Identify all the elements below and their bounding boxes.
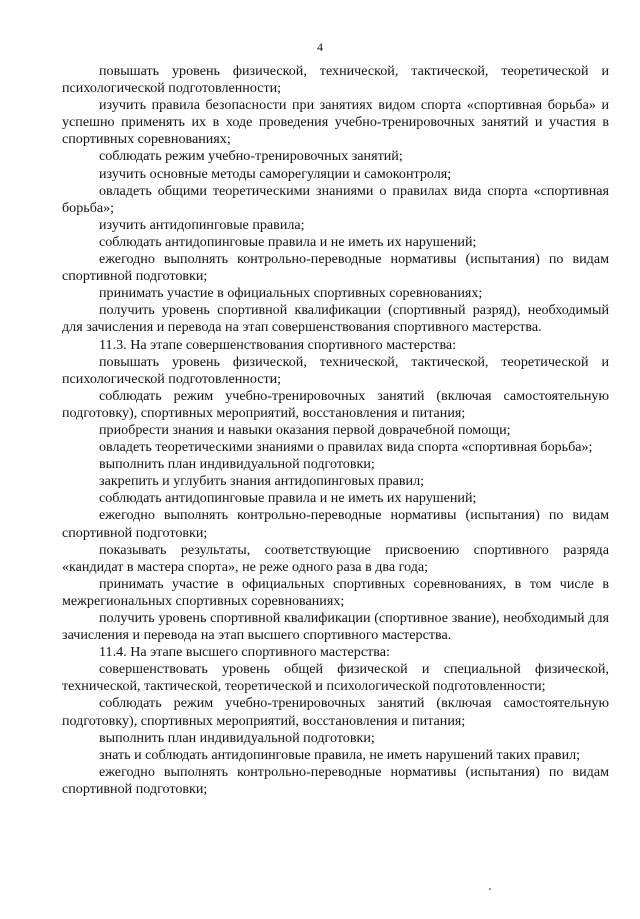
document-paragraph: изучить правила безопасности при занятиях видом спорта «спортивная борьба» и успешно применять их в ходе проведения учебно-тренировочных занятий и участия в спортивных соревнованиях; — [62, 97, 609, 148]
document-paragraph: соблюдать режим учебно-тренировочных занятий (включая самостоятельную подготовку), спортивных мероприятий, восстановления и питания; — [62, 695, 609, 729]
document-paragraph: овладеть общими теоретическими знаниями о правилах вида спорта «спортивная борьба»; — [62, 182, 609, 216]
page-number: 4 — [317, 40, 323, 54]
document-paragraph: ежегодно выполнять контрольно-переводные нормативы (испытания) по видам спортивной подготовки; — [62, 763, 609, 797]
document-paragraph: овладеть теоретическими знаниями о правилах вида спорта «спортивная борьба»; — [99, 439, 593, 456]
document-paragraph: получить уровень спортивной квалификации (спортивное звание), необходимый для зачисления и перевода на этап высшего спортивного мастерства. — [62, 610, 609, 644]
document-paragraph: соблюдать режим учебно-тренировочных занятий; — [99, 148, 403, 165]
document-paragraph: приобрести знания и навыки оказания первой доврачебной помощи; — [99, 421, 511, 438]
document-paragraph: повышать уровень физической, технической, тактической, теоретической и психологической подготовленности; — [62, 353, 609, 387]
document-paragraph: знать и соблюдать антидопинговые правила, не иметь нарушений таких правил; — [99, 746, 581, 763]
document-paragraph: 11.4. На этапе высшего спортивного мастерства: — [99, 644, 390, 661]
document-paragraph: изучить антидопинговые правила; — [99, 216, 305, 233]
document-paragraph: ежегодно выполнять контрольно-переводные нормативы (испытания) по видам спортивной подготовки; — [62, 507, 609, 541]
document-paragraph: повышать уровень физической, технической, тактической, теоретической и психологической подготовленности; — [62, 63, 609, 97]
document-paragraph: соблюдать режим учебно-тренировочных занятий (включая самостоятельную подготовку), спортивных мероприятий, восстановления и питания; — [62, 387, 609, 421]
document-paragraph: выполнить план индивидуальной подготовки; — [99, 729, 375, 746]
document-paragraph: закрепить и углубить знания антидопинговых правил; — [99, 473, 425, 490]
document-paragraph: выполнить план индивидуальной подготовки; — [99, 456, 375, 473]
scan-artifact — [489, 888, 491, 890]
document-paragraph: совершенствовать уровень общей физической и специальной физической, технической, тактической, теоретической и психологической подготовленности; — [62, 661, 609, 695]
document-body — [62, 63, 609, 798]
document-paragraph: принимать участие в официальных спортивных соревнованиях, в том числе в межрегиональных спортивных соревнованиях; — [62, 575, 609, 609]
document-paragraph: соблюдать антидопинговые правила и не иметь их нарушений; — [99, 233, 477, 250]
document-paragraph: получить уровень спортивной квалификации (спортивный разряд), необходимый для зачисления и перевода на этап совершенствования спортивного мастерства. — [62, 302, 609, 336]
document-paragraph: соблюдать антидопинговые правила и не иметь их нарушений; — [99, 490, 477, 507]
document-paragraph: принимать участие в официальных спортивных соревнованиях; — [99, 285, 483, 302]
document-paragraph: ежегодно выполнять контрольно-переводные нормативы (испытания) по видам спортивной подготовки; — [62, 251, 609, 285]
document-paragraph: 11.3. На этапе совершенствования спортивного мастерства: — [99, 336, 457, 353]
document-paragraph: изучить основные методы саморегуляции и самоконтроля; — [99, 165, 452, 182]
document-paragraph: показывать результаты, соответствующие присвоению спортивного разряда «кандидат в мастера спорта», не реже одного раза в два года; — [62, 541, 609, 575]
